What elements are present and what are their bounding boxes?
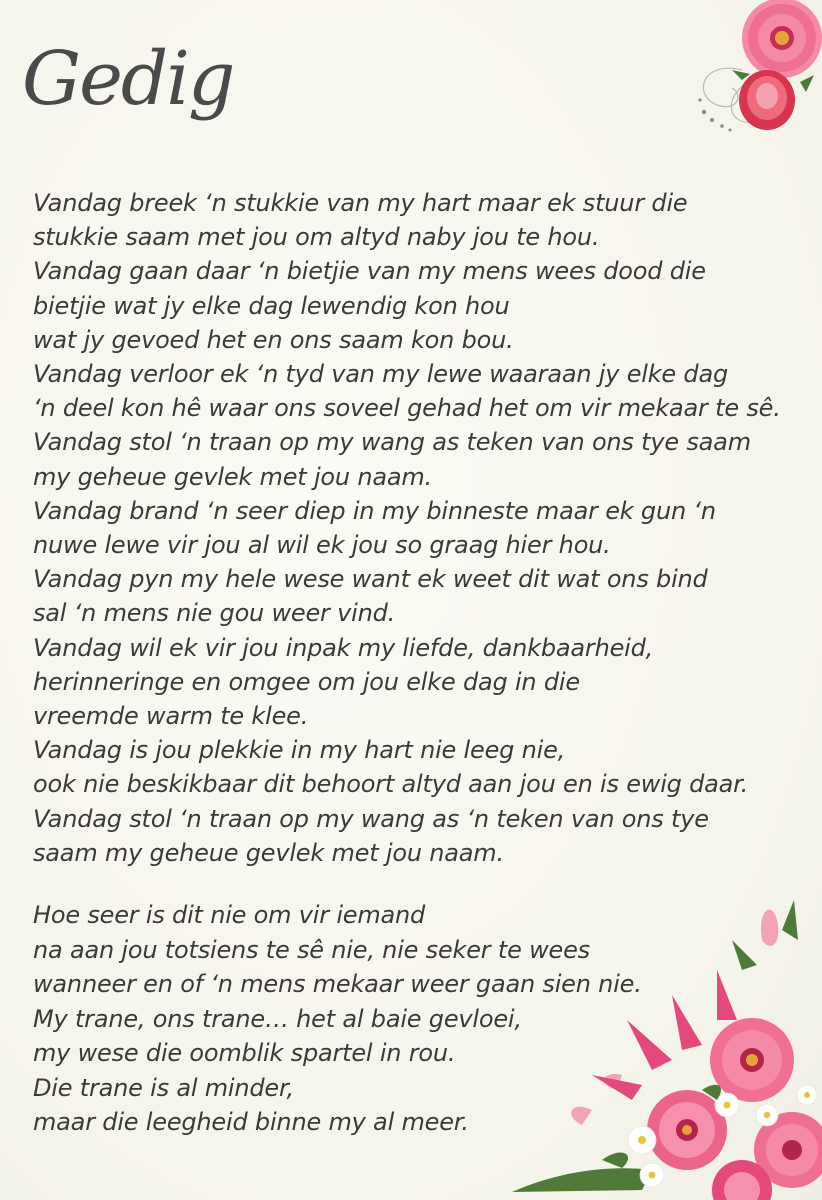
poem-line: my wese die oomblik spartel in rou. [33,1039,456,1067]
poem-line: Vandag stol ‘n traan op my wang as ‘n teken van ons tye [33,804,709,833]
poem-line: Vandag breek ‘n stukkie van my hart maar ek stuur die [33,189,688,217]
flower-decoration-top-icon [682,0,822,150]
poem-line: my geheue gevlek met jou naam. [33,462,432,491]
poem-line: Vandag pyn my hele wese want ek weet dit wat ons bind [33,565,708,594]
poem-line: ‘n deel kon hê waar ons soveel gehad het om vir mekaar te sê. [33,394,781,423]
poem-line: Die trane is al minder, [33,1073,294,1102]
poem-line: Vandag wil ek vir jou inpak my liefde, dankbaarheid, [33,633,654,662]
poem-line: saam my geheue gevlek met jou naam. [33,838,504,867]
poem-line: Hoe seer is dit nie om vir iemand [33,901,426,929]
poem-line: wat jy gevoed het en ons saam kon bou. [33,325,514,354]
poem-line: na aan jou totsiens te sê nie, nie seker te wees [33,935,590,964]
poem-line: wanneer en of ‘n mens mekaar weer gaan sien nie. [33,970,642,998]
poem-title: Gedig [22,36,234,122]
poem-line: Vandag is jou plekkie in my hart nie leeg nie, [33,736,566,765]
poem-line: nuwe lewe vir jou al wil ek jou so graag hier hou. [33,531,611,560]
poem-stanza-1 [33,186,781,870]
poem-line: Vandag gaan daar ‘n bietjie van my mens wees dood die [33,257,706,286]
poem-line: ook nie beskikbaar dit behoort altyd aan jou en is ewig daar. [33,770,749,799]
poem-line: stukkie saam met jou om altyd naby jou te hou. [33,223,600,252]
poem-line: Vandag stol ‘n traan op my wang as teken van ons tye saam [33,428,751,457]
poem-line: maar die leegheid binne my al meer. [33,1108,469,1136]
poem-line: Vandag brand ‘n seer diep in my binneste maar ek gun ‘n [33,496,716,525]
poem-line: herinneringe en omgee om jou elke dag in die [33,667,580,696]
poem-line: Vandag verloor ek ‘n tyd van my lewe waaraan jy elke dag [33,360,728,389]
poem-line: sal ‘n mens nie gou weer vind. [33,599,396,628]
poem-line: vreemde warm te klee. [33,702,309,731]
poem-line: bietjie wat jy elke dag lewendig kon hou [33,291,510,320]
poem-line: My trane, ons trane… het al baie gevloei, [33,1004,522,1033]
flower-bouquet-bottom-icon [502,900,822,1200]
